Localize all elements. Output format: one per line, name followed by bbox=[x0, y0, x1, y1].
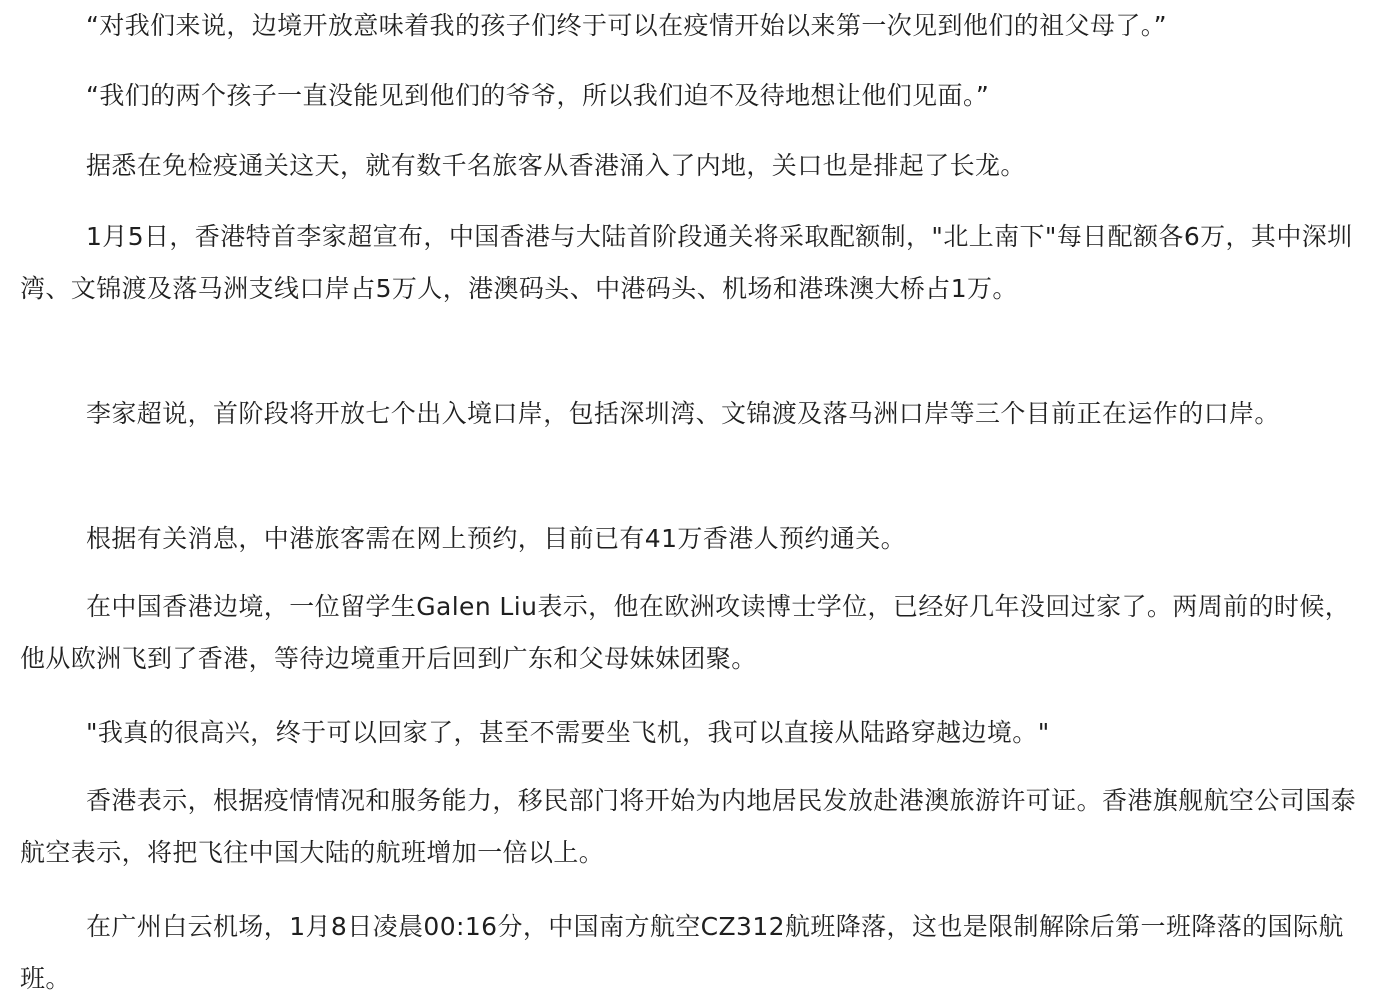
article-paragraph: 根据有关消息，中港旅客需在网上预约，目前已有41万香港人预约通关。 bbox=[86, 524, 907, 553]
article-paragraph: 李家超说，首阶段将开放七个出入境口岸，包括深圳湾、文锦渡及落马洲口岸等三个目前正在运作的口岸。 bbox=[86, 399, 1280, 428]
article-paragraph: 1月5日，香港特首李家超宣布，中国香港与大陆首阶段通关将采取配额制，"北上南下"每日配额各6万，其中深圳湾、文锦渡及落马洲支线口岸占5万人，港澳码头、中港码头、机场和港珠澳大桥占1万。 bbox=[20, 222, 1353, 303]
article-paragraph: 香港表示，根据疫情情况和服务能力，移民部门将开始为内地居民发放赴港澳旅游许可证。香港旗舰航空公司国泰航空表示，将把飞往中国大陆的航班增加一倍以上。 bbox=[20, 786, 1357, 867]
article-paragraph: "我真的很高兴，终于可以回家了，甚至不需要坐飞机，我可以直接从陆路穿越边境。" bbox=[86, 718, 1050, 747]
article-paragraph: “对我们来说，边境开放意味着我的孩子们终于可以在疫情开始以来第一次见到他们的祖父母了。” bbox=[86, 11, 1168, 40]
article-paragraph: “我们的两个孩子一直没能见到他们的爷爷，所以我们迫不及待地想让他们见面。” bbox=[86, 81, 990, 110]
article-paragraph: 据悉在免检疫通关这天，就有数千名旅客从香港涌入了内地，关口也是排起了长龙。 bbox=[86, 151, 1026, 180]
article-paragraph: 在广州白云机场，1月8日凌晨00:16分，中国南方航空CZ312航班降落，这也是限制解除后第一班降落的国际航班。 bbox=[20, 912, 1344, 993]
article-paragraph: 在中国香港边境，一位留学生Galen Liu表示，他在欧洲攻读博士学位，已经好几年没回过家了。两周前的时候，他从欧洲飞到了香港，等待边境重开后回到广东和父母妹妹团聚。 bbox=[20, 592, 1351, 673]
